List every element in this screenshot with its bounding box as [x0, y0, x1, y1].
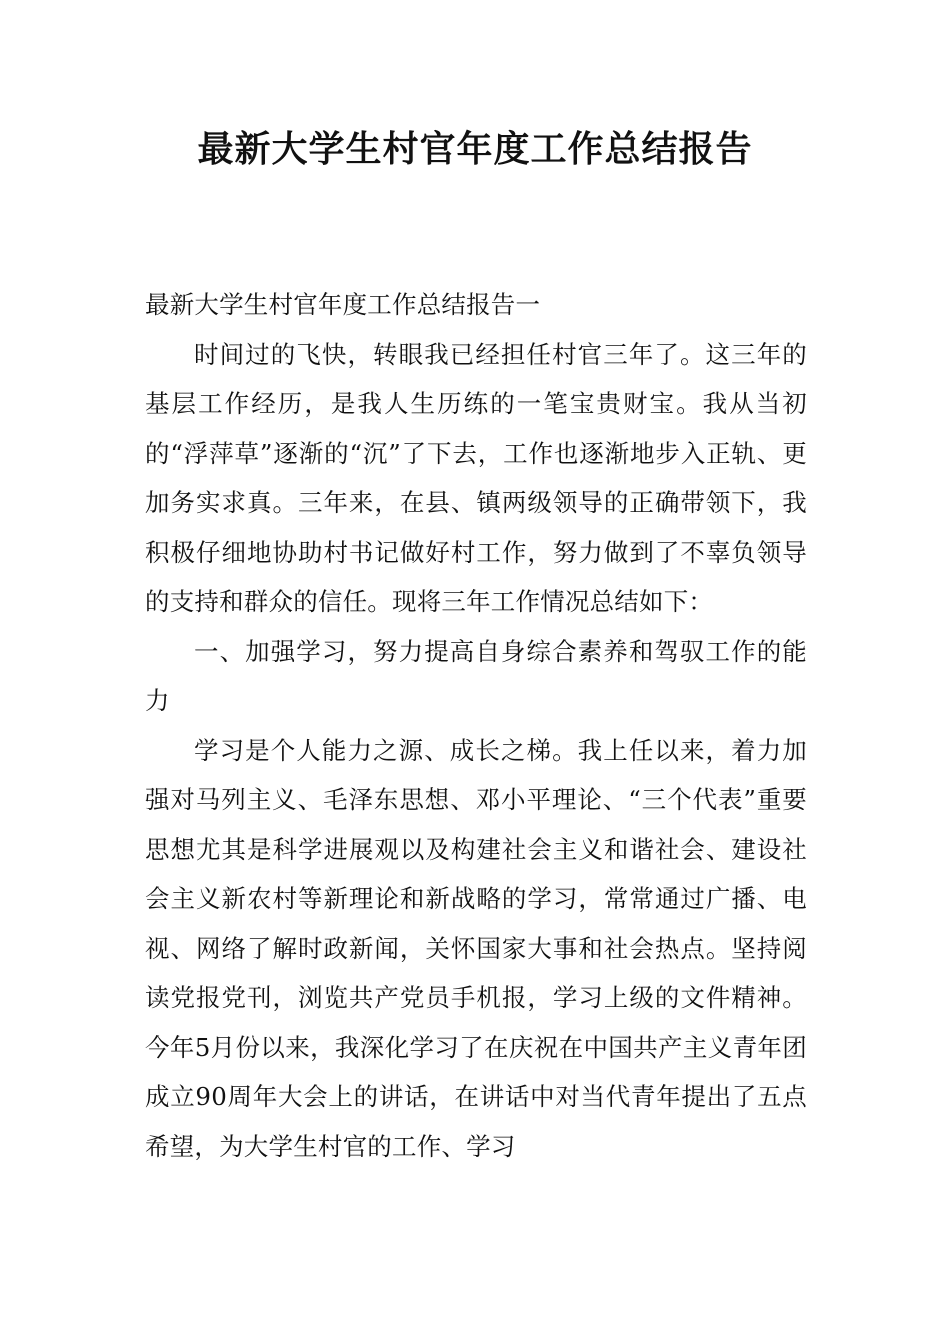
section-subtitle: 最新大学生村官年度工作总结报告一: [145, 290, 541, 319]
paragraph-study: 学习是个人能力之源、成长之梯。我上任以来，着力加强对马列主义、毛泽东思想、邓小平理论、“三个代表”重要思想尤其是科学进展观以及构建社会主义和谐社会、建设社会主义新农村等新理论和新战略的学习，常常通过广播、电视、网络了解时政新闻，关怀国家大事和社会热点。坚持阅读党报党刊，浏览共产党员手机报，学习上级的文件精神。今年5月份以来，我深化学习了在庆祝在中国共产主义青年团成立90周年大会上的讲话，在讲话中对当代青年提出了五点希望，为大学生村官的工作、学习: [145, 735, 807, 1161]
paragraph-intro: 时间过的飞快，转眼我已经担任村官三年了。这三年的基层工作经历，是我人生历练的一笔宝贵财宝。我从当初的“浮萍草”逐渐的“沉”了下去，工作也逐渐地步入正轨、更加务实求真。三年来，在县、镇两级领导的正确带领下，我积极仔细地协助村书记做好村工作，努力做到了不辜负领导的支持和群众的信任。现将三年工作情况总结如下：: [145, 339, 807, 616]
document-body: [145, 280, 807, 1171]
document-title: 最新大学生村官年度工作总结报告: [197, 129, 753, 170]
paragraph-heading-one: 一、加强学习，努力提高自身综合素养和驾驭工作的能力: [145, 636, 807, 715]
